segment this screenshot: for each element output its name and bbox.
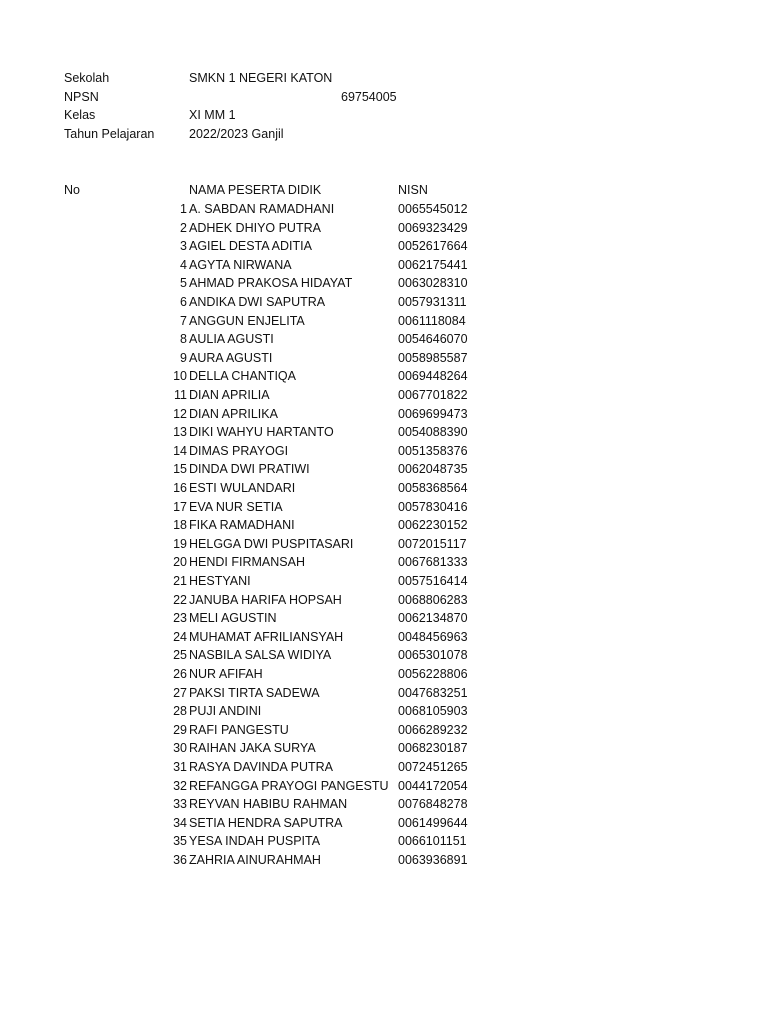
row-name: PUJI ANDINI [189, 704, 262, 719]
row-no: 14 [173, 443, 187, 458]
row-no: 31 [173, 760, 187, 774]
row-name: AGIEL DESTA ADITIA [189, 239, 312, 254]
row-name: AGYTA NIRWANA [189, 257, 292, 272]
header-name: NAMA PESERTA DIDIK [189, 183, 322, 197]
row-name: MELI AGUSTIN [189, 611, 277, 626]
kelas-label: Kelas [64, 108, 96, 122]
row-name: DIKI WAHYU HARTANTO [189, 425, 334, 440]
row-no: 2 [180, 220, 187, 235]
sekolah-label: Sekolah [64, 71, 110, 85]
header-nisn: NISN [398, 183, 428, 197]
row-no: 10 [173, 369, 187, 384]
tahun-pelajaran-value: 2022/2023 Ganjil [189, 127, 284, 141]
row-name: DIAN APRILIKA [189, 406, 278, 421]
row-name: ADHEK DHIYO PUTRA [189, 220, 321, 235]
row-name: HENDI FIRMANSAH [189, 555, 305, 570]
row-nisn: 0076848278 [398, 797, 468, 812]
row-name: ESTI WULANDARI [189, 481, 296, 495]
row-name: YESA INDAH PUSPITA [189, 834, 321, 849]
row-no: 21 [173, 574, 187, 588]
row-no: 17 [173, 499, 187, 514]
row-no: 28 [173, 704, 187, 719]
row-no: 3 [180, 239, 187, 254]
row-name: DIMAS PRAYOGI [189, 443, 289, 458]
row-no: 8 [180, 332, 187, 347]
row-nisn: 0062230152 [398, 518, 468, 533]
row-name: ZAHRIA AINURAHMAH [189, 853, 321, 867]
row-no: 34 [173, 815, 187, 830]
row-no: 16 [173, 481, 187, 495]
row-nisn: 0066289232 [398, 722, 468, 737]
row-nisn: 0068105903 [398, 704, 468, 719]
row-name: EVA NUR SETIA [189, 499, 283, 514]
row-name: REFANGGA PRAYOGI PANGESTU [189, 778, 389, 793]
sekolah-value: SMKN 1 NEGERI KATON [189, 71, 333, 85]
row-name: AULIA AGUSTI [189, 332, 274, 347]
row-name: DELLA CHANTIQA [189, 369, 296, 384]
row-no: 4 [180, 257, 187, 272]
row-nisn: 0044172054 [398, 778, 468, 793]
row-nisn: 0062175441 [398, 257, 468, 272]
row-nisn: 0048456963 [398, 629, 468, 644]
row-nisn: 0061499644 [398, 815, 468, 830]
row-nisn: 0069323429 [398, 220, 468, 235]
header-no: No [64, 183, 80, 197]
row-name: RAFI PANGESTU [189, 722, 289, 737]
row-nisn: 0062134870 [398, 611, 468, 626]
row-nisn: 0058368564 [398, 481, 468, 495]
row-name: SETIA HENDRA SAPUTRA [189, 815, 343, 830]
row-nisn: 0061118084 [398, 313, 466, 328]
row-no: 35 [173, 834, 187, 849]
row-no: 32 [173, 778, 187, 793]
row-nisn: 0065545012 [398, 202, 468, 216]
row-name: ANGGUN ENJELITA [189, 313, 305, 328]
row-no: 23 [173, 611, 187, 626]
row-nisn: 0067701822 [398, 388, 468, 402]
row-nisn: 0072015117 [398, 536, 467, 551]
row-no: 29 [173, 722, 187, 737]
row-nisn: 0062048735 [398, 462, 468, 477]
npsn-value: 69754005 [341, 90, 397, 104]
row-nisn: 0069699473 [398, 406, 468, 421]
row-no: 15 [173, 462, 187, 477]
row-no: 18 [173, 518, 187, 533]
row-no: 19 [173, 536, 187, 551]
row-name: AHMAD PRAKOSA HIDAYAT [189, 276, 353, 291]
row-name: A. SABDAN RAMADHANI [189, 202, 335, 216]
row-no: 7 [180, 313, 187, 328]
row-no: 30 [173, 741, 187, 756]
kelas-value: XI MM 1 [189, 108, 236, 122]
row-nisn: 0066101151 [398, 834, 467, 849]
row-no: 26 [173, 667, 187, 681]
row-nisn: 0063028310 [398, 276, 468, 291]
row-no: 27 [173, 685, 187, 700]
row-name: DINDA DWI PRATIWI [189, 462, 310, 477]
row-nisn: 0067681333 [398, 555, 468, 570]
row-no: 20 [173, 555, 187, 570]
row-no: 1 [180, 202, 187, 216]
row-nisn: 0057830416 [398, 499, 468, 514]
row-no: 11 [174, 388, 187, 402]
row-name: NUR AFIFAH [189, 667, 263, 681]
row-nisn: 0051358376 [398, 443, 468, 458]
row-name: AURA AGUSTI [189, 350, 273, 365]
row-name: MUHAMAT AFRILIANSYAH [189, 629, 344, 644]
row-nisn: 0063936891 [398, 853, 468, 867]
tahun-pelajaran-label: Tahun Pelajaran [64, 127, 155, 141]
row-nisn: 0054646070 [398, 332, 468, 347]
row-name: HELGGA DWI PUSPITASARI [189, 536, 354, 551]
row-no: 13 [173, 425, 187, 440]
row-no: 36 [173, 853, 187, 867]
row-nisn: 0047683251 [398, 685, 468, 700]
row-no: 12 [173, 406, 187, 421]
row-no: 22 [173, 592, 187, 607]
row-name: PAKSI TIRTA SADEWA [189, 685, 320, 700]
row-no: 33 [173, 797, 187, 812]
npsn-label: NPSN [64, 90, 99, 104]
row-nisn: 0052617664 [398, 239, 468, 254]
row-no: 6 [180, 295, 187, 309]
row-name: ANDIKA DWI SAPUTRA [189, 295, 326, 309]
row-name: RAIHAN JAKA SURYA [189, 741, 316, 756]
row-nisn: 0065301078 [398, 648, 468, 663]
row-nisn: 0057931311 [398, 295, 467, 309]
row-name: FIKA RAMADHANI [189, 518, 295, 533]
row-name: RASYA DAVINDA PUTRA [189, 760, 334, 774]
row-name: DIAN APRILIA [189, 388, 270, 402]
row-nisn: 0058985587 [398, 350, 468, 365]
row-nisn: 0069448264 [398, 369, 468, 384]
row-name: HESTYANI [189, 574, 251, 588]
row-no: 5 [180, 276, 187, 291]
row-nisn: 0072451265 [398, 760, 468, 774]
row-nisn: 0054088390 [398, 425, 468, 440]
row-name: JANUBA HARIFA HOPSAH [189, 592, 342, 607]
row-nisn: 0068230187 [398, 741, 468, 756]
row-nisn: 0056228806 [398, 667, 468, 681]
row-name: NASBILA SALSA WIDIYA [189, 648, 332, 663]
row-no: 24 [173, 629, 187, 644]
row-nisn: 0068806283 [398, 592, 468, 607]
row-no: 25 [173, 648, 187, 663]
row-no: 9 [180, 350, 187, 365]
row-name: REYVAN HABIBU RAHMAN [189, 797, 348, 812]
row-nisn: 0057516414 [398, 574, 468, 588]
